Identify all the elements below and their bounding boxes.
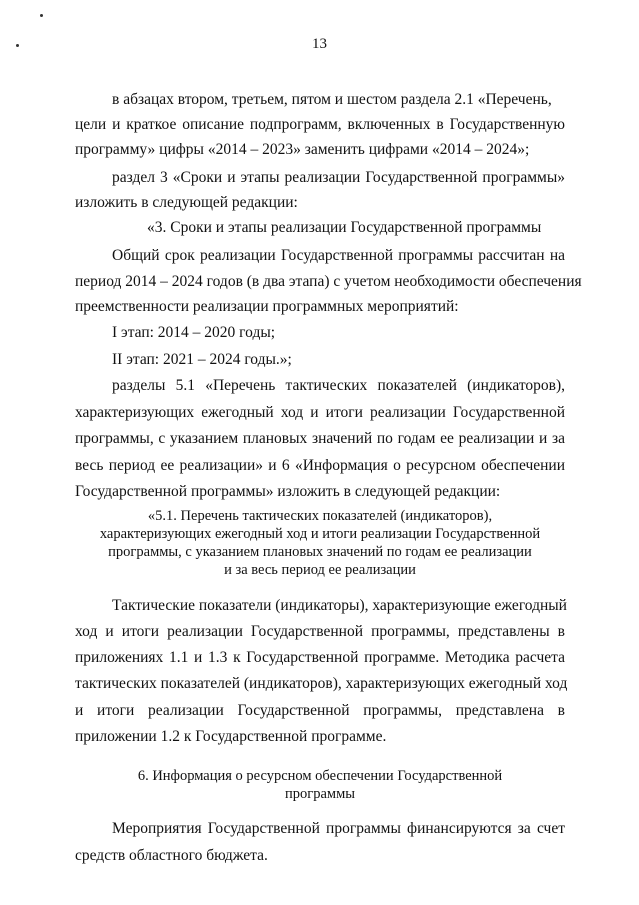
text-line: разделы 5.1 «Перечень тактических показателей (индикаторов), xyxy=(112,377,565,394)
text-line: изложить в следующей редакции: xyxy=(75,194,298,211)
text-line: II этап: 2021 – 2024 годы.»; xyxy=(112,351,292,368)
section-heading: и за весь период ее реализации xyxy=(224,562,416,578)
text-line: Государственной программы» изложить в следующей редакции: xyxy=(75,483,501,500)
text-line: приложениях 1.1 и 1.3 к Государственной программе. Методика расчета xyxy=(75,649,565,666)
text-line: цели и краткое описание подпрограмм, включенных в Государственную xyxy=(75,116,565,133)
text-line: Мероприятия Государственной программы финансируются за счет xyxy=(112,820,565,837)
text-line: преемственности реализации программных мероприятий: xyxy=(75,298,459,315)
text-line: I этап: 2014 – 2020 годы; xyxy=(112,324,276,341)
section-heading: программы, с указанием плановых значений по годам ее реализации xyxy=(108,544,532,560)
text-line: и итоги реализации Государственной программы, представлена в xyxy=(75,702,565,719)
text-line: тактических показателей (индикаторов), характеризующих ежегодный ход xyxy=(75,675,568,692)
text-line: период 2014 – 2024 годов (в два этапа) с учетом необходимости обеспечения xyxy=(75,273,582,290)
text-line: программы, с указанием плановых значений по годам ее реализации и за xyxy=(75,430,565,447)
text-line: характеризующих ежегодный ход и итоги реализации Государственной xyxy=(75,404,565,421)
text-line: программу» цифры «2014 – 2023» заменить цифрами «2014 – 2024»; xyxy=(75,141,530,158)
section-heading: характеризующих ежегодный ход и итоги реализации Государственной xyxy=(99,526,541,542)
text-line: раздел 3 «Сроки и этапы реализации Государственной программы» xyxy=(112,169,565,186)
text-line: средств областного бюджета. xyxy=(75,847,268,864)
text-line: в абзацах втором, третьем, пятом и шестом раздела 2.1 «Перечень, xyxy=(112,91,552,108)
text-line: Общий срок реализации Государственной программы рассчитан на xyxy=(112,247,565,264)
section-heading: «3. Сроки и этапы реализации Государственной программы xyxy=(147,219,542,236)
page-number: 13 xyxy=(312,36,327,52)
section-heading: 6. Информация о ресурсном обеспечении Государственной xyxy=(137,768,503,784)
section-heading: программы xyxy=(285,786,355,802)
text-line: Тактические показатели (индикаторы), характеризующие ежегодный xyxy=(112,597,567,614)
text-line: ход и итоги реализации Государственной программы, представлены в xyxy=(75,623,565,640)
text-line: приложении 1.2 к Государственной программе. xyxy=(75,728,387,745)
section-heading: «5.1. Перечень тактических показателей (индикаторов), xyxy=(147,508,493,524)
scan-dot xyxy=(40,14,43,17)
text-line: весь период ее реализации» и 6 «Информация о ресурсном обеспечении xyxy=(75,457,565,474)
